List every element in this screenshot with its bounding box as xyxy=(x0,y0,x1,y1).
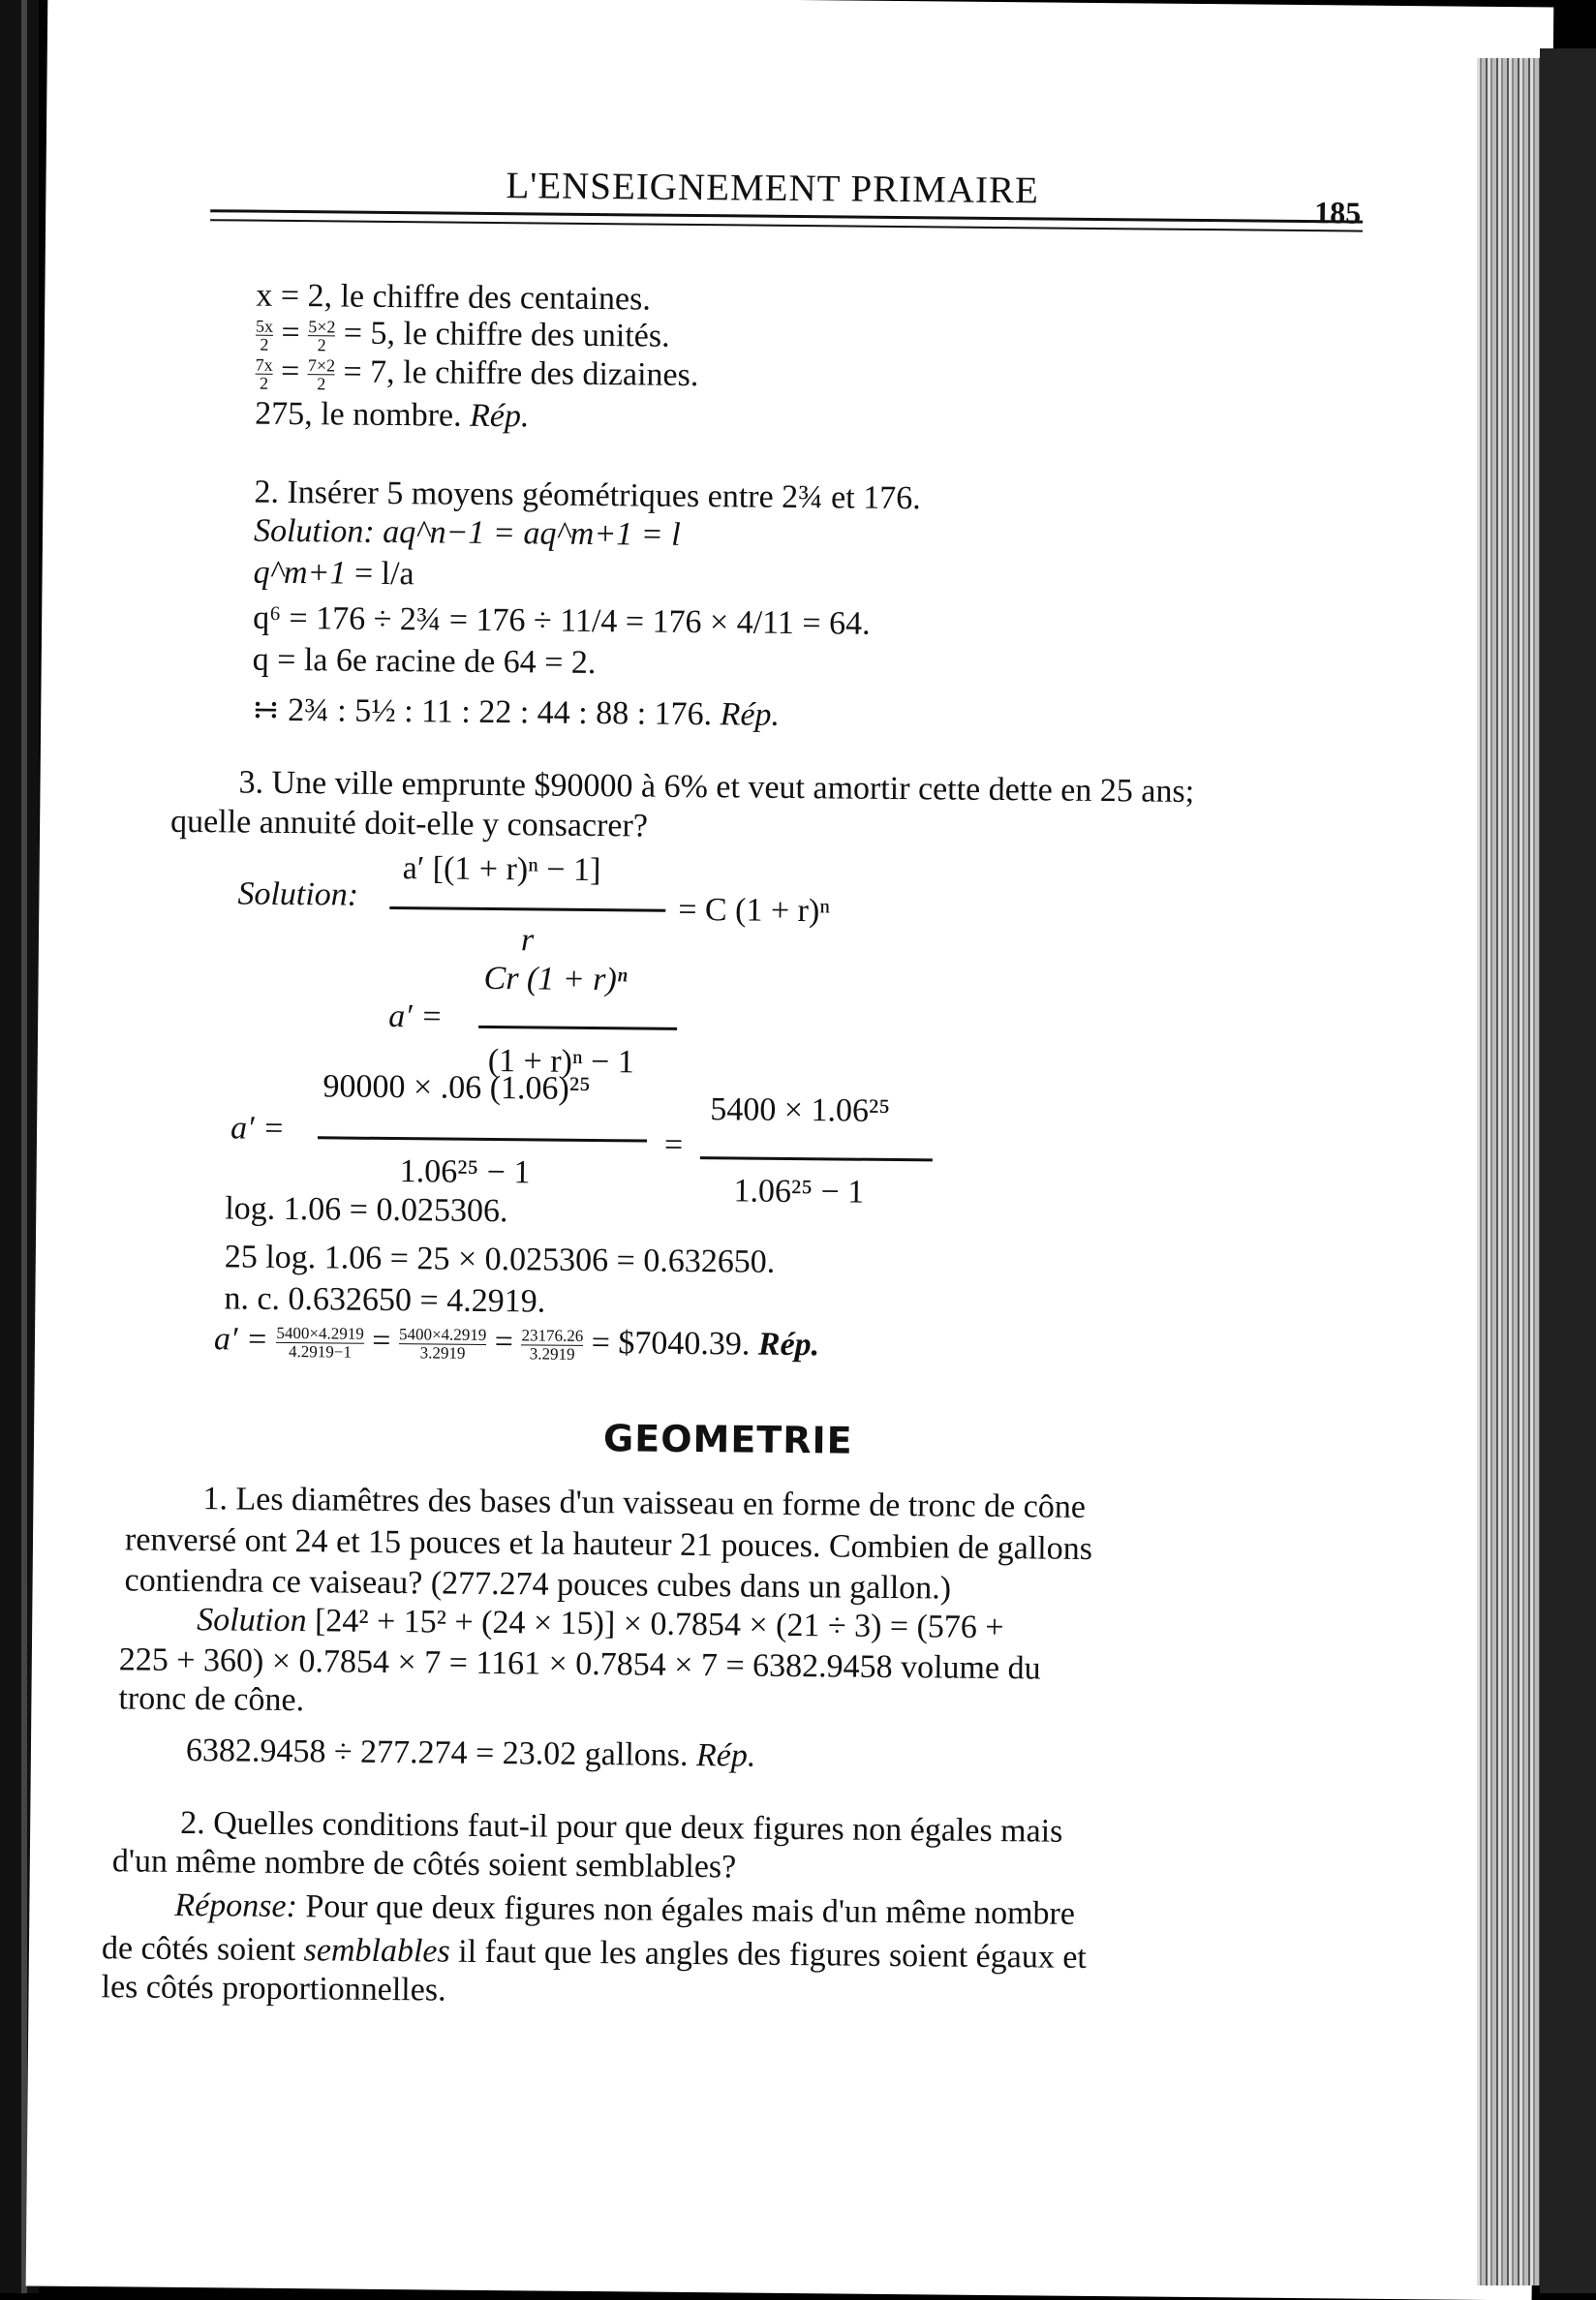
eq3-lhs: a′ = xyxy=(230,1110,286,1147)
book-page xyxy=(26,0,1554,2300)
log-line-1: log. 1.06 = 0.025306. xyxy=(225,1190,508,1230)
eq3-equals: = xyxy=(663,1126,684,1163)
geo1-line-7: 6382.9458 ÷ 277.274 = 23.02 gallons. Rép. xyxy=(185,1733,756,1774)
geo1-line-1: 1. Les diamêtres des bases d'un vaisseau en forme de tronc de cône xyxy=(202,1481,1087,1525)
eq1-denominator: r xyxy=(520,922,535,959)
problem3-statement-1: 3. Une ville emprunte $90000 à 6% et veut amortir cette dette en 25 ans; xyxy=(238,764,1195,810)
eq2-lhs: a′ = xyxy=(388,997,444,1035)
eq3-fraction-bar-1 xyxy=(318,1136,647,1142)
problem2-series-line: ∺ 2¾ : 5½ : 11 : 22 : 44 : 88 : 176. Rép. xyxy=(252,691,781,733)
eq3-denominator-1: 1.06²⁵ − 1 xyxy=(399,1153,531,1191)
geo1-line-6: tronc de cône. xyxy=(118,1680,305,1719)
geo2-line-2: d'un même nombre de côtés soient semblables? xyxy=(111,1843,737,1886)
geo1-line-5: 225 + 360) × 0.7854 × 7 = 1161 × 0.7854 × 7 = 6382.9458 volume du xyxy=(118,1641,1041,1687)
geo1-line-4: Solution [24² + 15² + (24 × 15)] × 0.7854 × (21 ÷ 3) = (576 + xyxy=(197,1602,1004,1646)
eq1-rhs: = C (1 + r)ⁿ xyxy=(678,891,831,930)
eq2-denominator: (1 + r)ⁿ − 1 xyxy=(487,1042,634,1081)
problem3-solution-label: Solution: xyxy=(237,875,359,913)
problem2-statement: 2. Insérer 5 moyens géométriques entre 2¾ et 176. xyxy=(254,474,921,517)
geo2-line-5: les côtés proportionnelles. xyxy=(101,1969,446,2009)
eq1-fraction-bar xyxy=(389,906,665,912)
eq3-numerator-1: 90000 × .06 (1.06)²⁵ xyxy=(322,1068,592,1107)
algebra-line-4: 275, le nombre. Rép. xyxy=(255,395,530,435)
log-line-2: 25 log. 1.06 = 25 × 0.025306 = 0.632650. xyxy=(224,1239,776,1280)
section-title: GEOMETRIE xyxy=(602,1417,853,1462)
running-title: L'ENSEIGNEMENT PRIMAIRE xyxy=(506,165,1040,212)
scan-left-line xyxy=(21,0,27,2293)
eq3-numerator-2: 5400 × 1.06²⁵ xyxy=(710,1091,891,1129)
geo1-line-2: renversé ont 24 et 15 pouces et la hauteur 21 pouces. Combien de gallons xyxy=(124,1521,1093,1567)
problem2-q-line: q = la 6e racine de 64 = 2. xyxy=(252,641,597,682)
eq1-numerator: a′ [(1 + r)ⁿ − 1] xyxy=(402,850,601,889)
eq2-numerator: Cr (1 + r)ⁿ xyxy=(483,960,628,998)
eq3-denominator-2: 1.06²⁵ − 1 xyxy=(733,1173,865,1211)
algebra-line-1: x = 2, le chiffre des centaines. xyxy=(256,277,652,318)
page-number: 185 xyxy=(1314,195,1362,230)
geo2-line-1: 2. Quelles conditions faut-il pour que deux figures non égales mais xyxy=(180,1804,1063,1850)
eq3-fraction-bar-2 xyxy=(700,1156,933,1161)
log-line-3: n. c. 0.632650 = 4.2919. xyxy=(224,1280,546,1320)
algebra-line-3: $\frac{7x}{2}$ = $\frac{7\times 2}{2}$ = 7, le chiffre des dizaines. xyxy=(255,353,699,394)
geo2-line-3: Réponse: Pour que deux figures non égales mais d'un même nombre xyxy=(174,1886,1076,1932)
problem2-q6-line: q⁶ = 176 ÷ 2¾ = 176 ÷ 11/4 = 176 × 4/11 = 64. xyxy=(252,599,871,642)
final-line: a′ = $\frac{5400\times 4.2919}{4.2919-1}$ = $\frac{5400\times 4.2919}{3.2919}$ = $\frac{23176.26}{3.2919}$ = $7040.39. Rép. xyxy=(213,1321,820,1364)
scan-right-edge xyxy=(1540,48,1596,2293)
eq2-fraction-bar xyxy=(478,1026,677,1030)
geo2-line-4: de côtés soient semblables il faut que les angles des figures soient égaux et xyxy=(101,1930,1088,1976)
problem2-qm-line: q^m+1 = l/a xyxy=(253,554,414,593)
problem3-statement-2: quelle annuité doit-elle y consacrer? xyxy=(169,803,649,844)
problem2-solution: Solution: aq^n−1 = aq^m+1 = l xyxy=(253,512,681,553)
algebra-line-2: $\frac{5x}{2}$ = $\frac{5\times 2}{2}$ = 5, le chiffre des unités. xyxy=(255,314,670,355)
geo1-line-3: contiendra ce vaiseau? (277.274 pouces cubes dans un gallon.) xyxy=(124,1562,952,1607)
